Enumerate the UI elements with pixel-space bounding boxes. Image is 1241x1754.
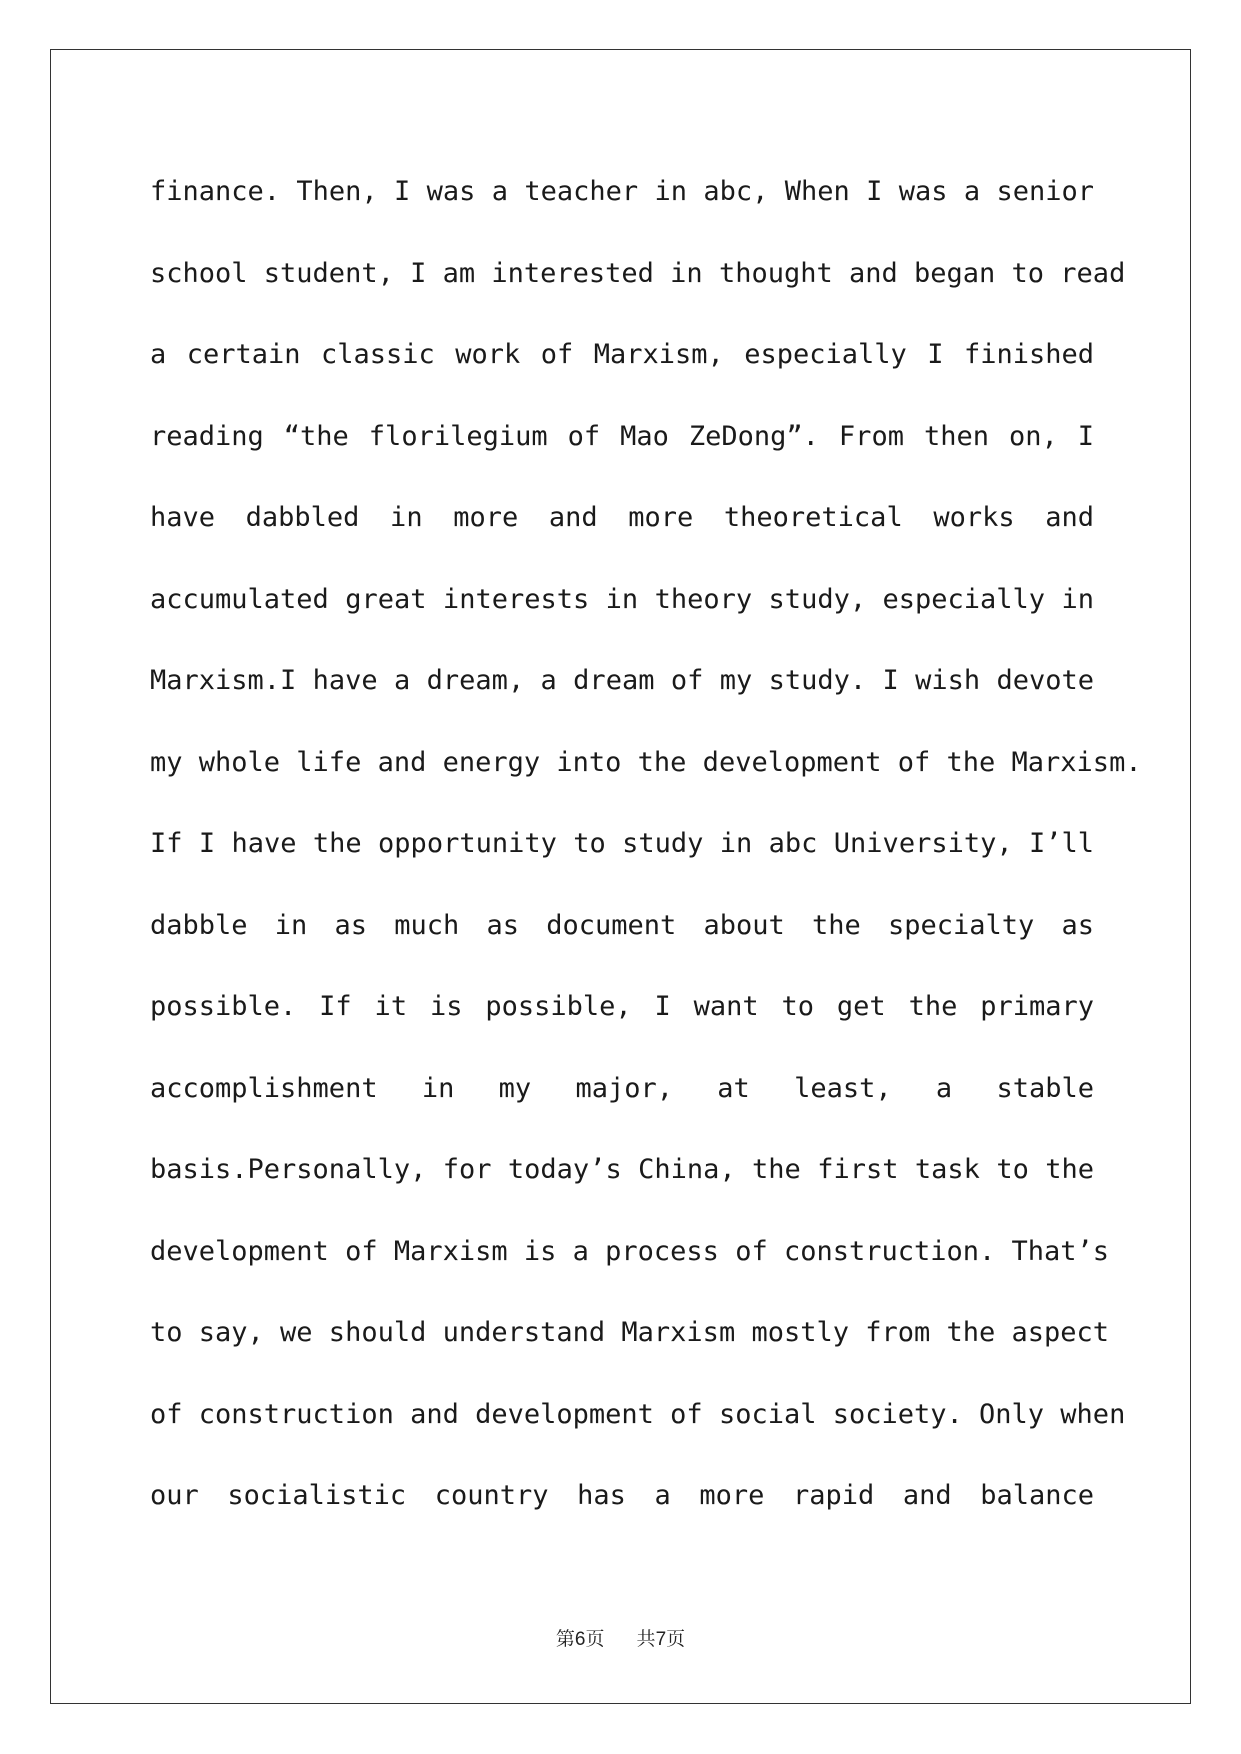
text-line: reading “the florilegium of Mao ZeDong”. From then on, I <box>150 420 1094 452</box>
document-body <box>150 160 1142 1546</box>
text-line: a certain classic work of Marxism, especially I finished <box>150 339 1094 370</box>
text-line: Marxism.I have a dream, a dream of my study. I wish devote <box>150 665 1094 696</box>
text-line: have dabbled in more and more theoretical works and <box>150 502 1094 533</box>
current-page-number: 6 <box>574 1629 586 1650</box>
text-line: accumulated great interests in theory study, especially in <box>150 583 1094 615</box>
text-line: dabble in as much as document about the specialty as <box>150 909 1094 941</box>
text-line: school student, I am interested in thought and began to read <box>150 257 1126 289</box>
text-line: If I have the opportunity to study in abc University, I’ll <box>150 828 1094 859</box>
page-number: 第6页 <box>555 1628 605 1650</box>
text-line: my whole life and energy into the development of the Marxism. <box>150 746 1142 778</box>
page-footer <box>0 1625 1241 1654</box>
text-line: development of Marxism is a process of construction. That’s <box>150 1235 1110 1267</box>
text-line: of construction and development of social society. Only when <box>150 1398 1126 1430</box>
text-line: finance. Then, I was a teacher in abc, When I was a senior <box>150 176 1094 207</box>
total-pages: 共7页 <box>636 1628 686 1650</box>
text-line: to say, we should understand Marxism mostly from the aspect <box>150 1317 1110 1348</box>
total-page-number: 7 <box>655 1629 667 1650</box>
text-line: our socialistic country has a more rapid and balance <box>150 1480 1094 1511</box>
text-line: accomplishment in my major, at least, a stable <box>150 1072 1094 1104</box>
text-line: basis.Personally, for today’s China, the first task to the <box>150 1154 1094 1185</box>
text-line: possible. If it is possible, I want to get the primary <box>150 991 1094 1022</box>
